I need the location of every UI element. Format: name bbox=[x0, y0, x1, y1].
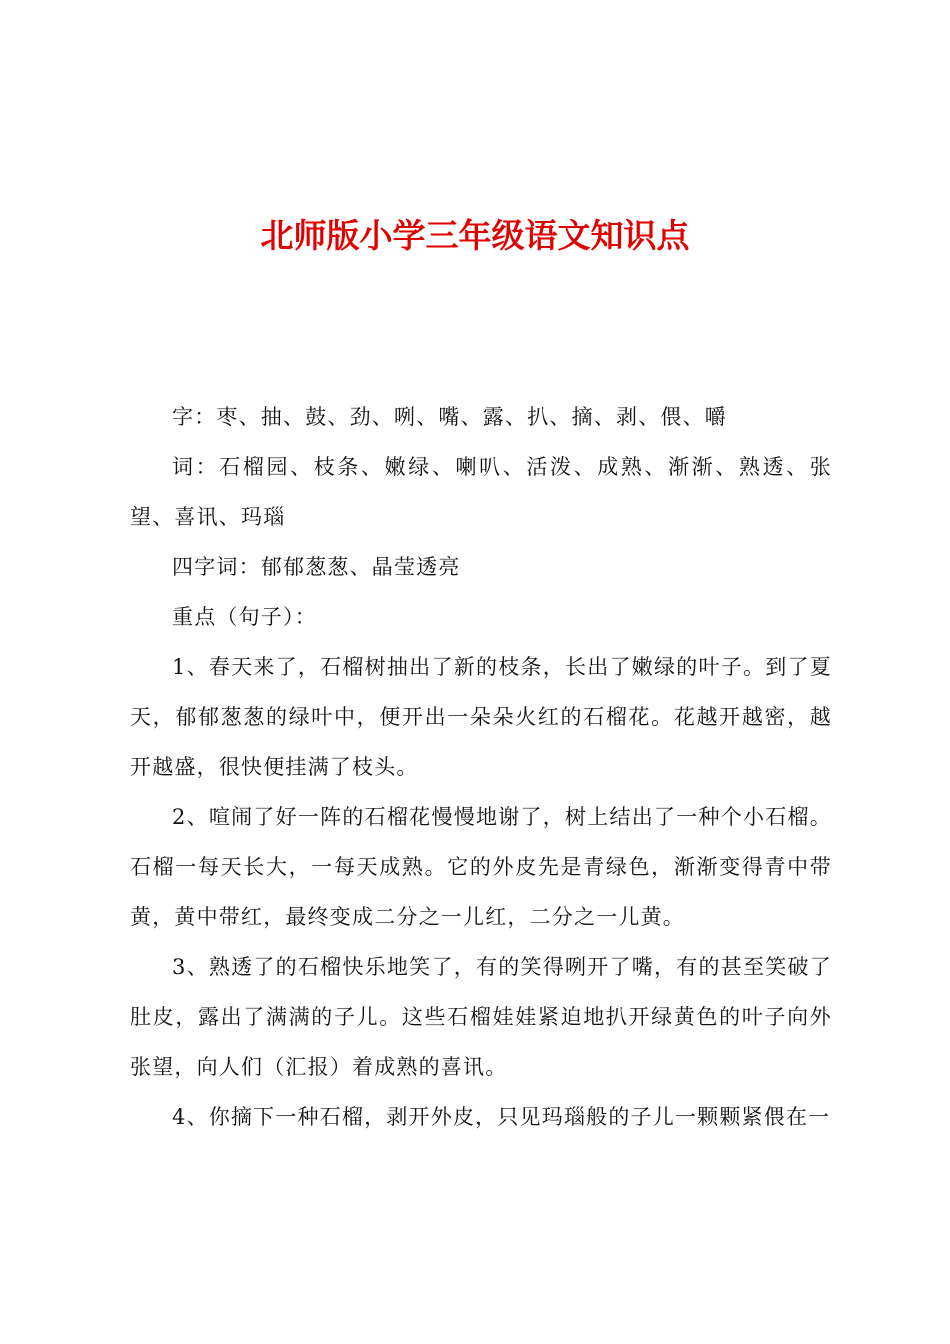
paragraph-characters: 字：枣、抽、鼓、劲、咧、嘴、露、扒、摘、剥、偎、嚼 bbox=[172, 405, 727, 429]
paragraph-sentence-2: 2、喧闹了好一阵的石榴花慢慢地谢了，树上结出了一种个小石榴。石榴一每天长大，一每天成熟。它的外皮先是青绿色，渐渐变得青中带黄，黄中带红，最终变成二分之一儿红，二分之一儿黄。 bbox=[130, 805, 832, 929]
paragraph-words: 词：石榴园、枝条、嫩绿、喇叭、活泼、成熟、渐渐、熟透、张望、喜讯、玛瑙 bbox=[130, 455, 832, 529]
paragraph-sentence-3: 3、熟透了的石榴快乐地笑了，有的笑得咧开了嘴，有的甚至笑破了肚皮，露出了满满的子儿。这些石榴娃娃紧迫地扒开绿黄色的叶子向外张望，向人们（汇报）着成熟的喜讯。 bbox=[130, 955, 832, 1079]
document-title: 北师版小学三年级语文知识点 bbox=[260, 216, 690, 255]
paragraph-sentence-1: 1、春天来了，石榴树抽出了新的枝条，长出了嫩绿的叶子。到了夏天，郁郁葱葱的绿叶中，便开出一朵朵火红的石榴花。花越开越密，越开越盛，很快便挂满了枝头。 bbox=[130, 655, 832, 779]
document-body bbox=[130, 392, 832, 1142]
paragraph-four-char-words: 四字词：郁郁葱葱、晶莹透亮 bbox=[172, 555, 461, 579]
paragraph-key-sentences-heading: 重点（句子）： bbox=[172, 605, 317, 629]
paragraph-sentence-4: 4、你摘下一种石榴，剥开外皮，只见玛瑙般的子儿一颗颗紧偎在一 bbox=[172, 1105, 831, 1129]
